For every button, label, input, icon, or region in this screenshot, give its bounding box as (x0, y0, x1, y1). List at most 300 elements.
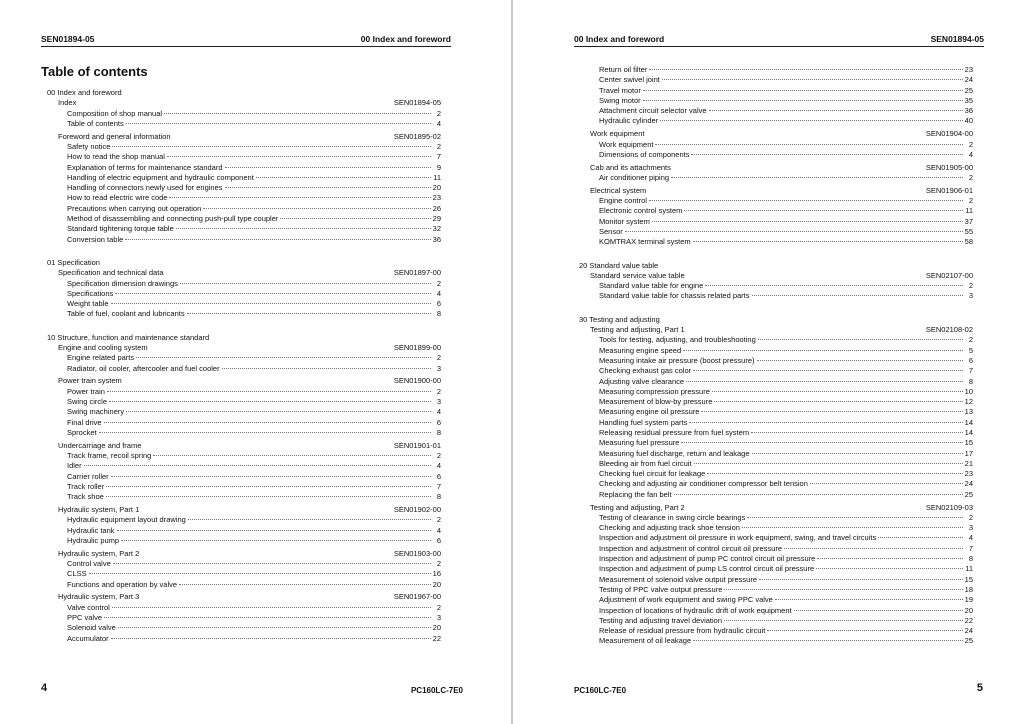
toc-group-heading[interactable] (47, 505, 441, 515)
toc-entry[interactable] (579, 479, 973, 489)
toc-entry-page: 7 (968, 366, 973, 376)
toc-entry[interactable] (579, 366, 973, 376)
toc-entry-page: 24 (964, 75, 973, 85)
toc-entry-page: 8 (436, 427, 441, 437)
toc-entry[interactable] (47, 603, 441, 613)
toc-entry[interactable] (47, 183, 441, 193)
toc-entry[interactable] (579, 513, 973, 523)
toc-entry-label: Adjusting valve clearance (599, 376, 685, 386)
toc-title: Table of contents (41, 64, 148, 79)
toc-entry-label: Swing motor (599, 95, 641, 105)
toc-group-heading[interactable] (47, 441, 441, 451)
toc-entry-page: 36 (964, 106, 973, 116)
toc-entry-label: Conversion table (67, 234, 124, 244)
dot-leader (649, 69, 962, 70)
toc-entry-label: Engine control (599, 196, 647, 206)
dot-leader (106, 496, 431, 497)
toc-entry-page: 36 (432, 234, 441, 244)
toc-entry-page: 21 (964, 458, 973, 468)
dot-leader (794, 610, 963, 611)
toc-entry[interactable] (579, 291, 973, 301)
toc-entry-label: Hydraulic tank (67, 525, 115, 535)
toc-entry-page: 2 (968, 139, 973, 149)
toc-entry-page: 8 (968, 376, 973, 386)
toc-entry[interactable] (47, 119, 441, 129)
toc-group-heading[interactable] (47, 343, 441, 353)
toc-entry-page: 3 (968, 523, 973, 533)
toc-group-title: Hydraulic system, Part 3 (58, 592, 140, 602)
toc-entry-page: 11 (965, 564, 973, 574)
toc-entry-page: 26 (432, 203, 441, 213)
toc-entry[interactable] (579, 575, 973, 585)
toc-entry[interactable] (47, 204, 441, 214)
toc-entry[interactable] (579, 86, 973, 96)
dot-leader (112, 146, 431, 147)
toc-entry-page: 55 (964, 226, 973, 236)
dot-leader (125, 239, 430, 240)
toc-group-code: SEN01899-00 (393, 343, 441, 353)
dot-leader (684, 210, 963, 211)
toc-list-left (47, 88, 441, 644)
toc-entry[interactable] (579, 449, 973, 459)
dot-leader (99, 432, 431, 433)
toc-entry-label: Measuring engine speed (599, 345, 682, 355)
toc-entry[interactable] (579, 469, 973, 479)
dot-leader (126, 411, 431, 412)
toc-entry-label: Handling of connectors newly used for engines (67, 183, 223, 193)
toc-entry[interactable] (579, 356, 973, 366)
toc-entry-page: 22 (964, 615, 973, 625)
toc-entry-label: Handling fuel system parts (599, 417, 688, 427)
dot-leader (136, 357, 431, 358)
dot-leader (176, 228, 431, 229)
toc-entry-page: 2 (436, 515, 441, 525)
toc-entry-label: Safety notice (67, 141, 111, 151)
toc-entry-label: Standard value table for engine (599, 281, 704, 291)
toc-entry[interactable] (579, 237, 973, 247)
dot-leader (689, 422, 962, 423)
toc-entry-label: Electronic control system (599, 206, 683, 216)
toc-entry-label: Table of contents (67, 118, 124, 128)
toc-entry-page: 6 (968, 355, 973, 365)
toc-group-code: SEN01905-00 (925, 162, 973, 172)
toc-entry-label: Explanation of terms for maintenance standard (67, 162, 223, 172)
toc-entry[interactable] (47, 418, 441, 428)
toc-entry-page: 7 (436, 152, 441, 162)
toc-group-heading[interactable] (47, 98, 441, 108)
page-number: 4 (41, 682, 48, 694)
toc-entry[interactable] (47, 364, 441, 374)
dot-leader (693, 640, 963, 641)
toc-entry-page: 4 (968, 149, 973, 159)
toc-entry[interactable] (579, 116, 973, 126)
toc-entry-label: Work equipment (599, 139, 654, 149)
dot-leader (691, 154, 963, 155)
toc-group-heading[interactable] (579, 325, 973, 335)
toc-entry-label: Engine related parts (67, 353, 135, 363)
dot-leader (112, 607, 431, 608)
toc-entry-label: Hydraulic equipment layout drawing (67, 515, 186, 525)
dot-leader (106, 486, 431, 487)
toc-entry[interactable] (47, 461, 441, 471)
toc-entry-page: 2 (968, 172, 973, 182)
toc-entry-label: Handling of electric equipment and hydraulic component (67, 172, 254, 182)
dot-leader (104, 422, 431, 423)
right-page (513, 0, 1024, 724)
dot-leader (693, 241, 963, 242)
toc-entry[interactable] (579, 554, 973, 564)
left-page (0, 0, 511, 724)
toc-entry[interactable] (579, 387, 973, 397)
dot-leader (674, 494, 963, 495)
toc-entry-label: Dimensions of components (599, 149, 690, 159)
toc-entry-page: 18 (964, 584, 973, 594)
toc-section-heading[interactable] (47, 88, 441, 98)
dot-leader (712, 391, 963, 392)
toc-group-title: Testing and adjusting, Part 2 (590, 502, 685, 512)
toc-entry[interactable] (579, 173, 973, 183)
dot-leader (164, 113, 431, 114)
dot-leader (153, 455, 431, 456)
toc-entry[interactable] (579, 106, 973, 116)
toc-group-title: Undercarriage and frame (58, 440, 142, 450)
toc-entry[interactable] (47, 634, 441, 644)
dot-leader (652, 221, 963, 222)
toc-group-code: SEN01967-00 (393, 592, 441, 602)
toc-entry[interactable] (579, 96, 973, 106)
toc-entry[interactable] (579, 75, 973, 85)
toc-entry[interactable] (47, 109, 441, 119)
dot-leader (649, 200, 963, 201)
toc-entry[interactable] (47, 482, 441, 492)
toc-entry-label: Measuring fuel discharge, return and leakage (599, 448, 750, 458)
toc-entry[interactable] (579, 606, 973, 616)
toc-entry[interactable] (47, 289, 441, 299)
dot-leader (878, 537, 963, 538)
toc-entry-label: Checking exhaust gas color (599, 366, 692, 376)
toc-entry[interactable] (579, 626, 973, 636)
toc-entry[interactable] (579, 459, 973, 469)
toc-entry[interactable] (579, 523, 973, 533)
toc-entry[interactable] (47, 472, 441, 482)
toc-entry-label: Functions and operation by valve (67, 579, 178, 589)
dot-leader (817, 558, 963, 559)
dot-leader (625, 231, 963, 232)
toc-group-heading[interactable] (47, 549, 441, 559)
toc-entry[interactable] (579, 65, 973, 75)
dot-leader (709, 110, 963, 111)
toc-entry-label: Method of disassembling and connecting push-pull type coupler (67, 214, 279, 224)
toc-entry[interactable] (47, 353, 441, 363)
toc-entry[interactable] (47, 193, 441, 203)
dot-leader (89, 573, 431, 574)
toc-entry-label: How to read the shop manual (67, 152, 165, 162)
toc-group-heading[interactable] (47, 132, 441, 142)
toc-group-title: Index (58, 98, 77, 108)
dot-leader (222, 368, 431, 369)
toc-entry-page: 23 (964, 65, 973, 74)
dot-leader (167, 156, 431, 157)
dot-leader (643, 100, 963, 101)
toc-group-heading[interactable] (47, 268, 441, 278)
toc-entry[interactable] (47, 214, 441, 224)
toc-entry[interactable] (579, 377, 973, 387)
toc-group-code: SEN01897-00 (393, 268, 441, 278)
toc-entry-label: Standard tightening torque table (67, 224, 174, 234)
toc-section-heading[interactable] (47, 333, 441, 343)
toc-section-title: 20 Standard value table (579, 260, 659, 270)
toc-entry[interactable] (47, 428, 441, 438)
toc-entry-page: 2 (968, 196, 973, 206)
toc-entry-page: 24 (964, 479, 973, 489)
dot-leader (810, 483, 963, 484)
toc-entry-page: 25 (964, 636, 973, 646)
dot-leader (187, 313, 431, 314)
toc-entry[interactable] (579, 397, 973, 407)
toc-group-heading[interactable] (47, 376, 441, 386)
toc-entry[interactable] (579, 438, 973, 448)
dot-leader (742, 527, 963, 528)
toc-entry[interactable] (579, 595, 973, 605)
toc-group-code: SEN01895-02 (393, 131, 441, 141)
toc-entry[interactable] (579, 616, 973, 626)
dot-leader (724, 589, 962, 590)
toc-section-heading[interactable] (47, 258, 441, 268)
dot-leader (121, 540, 431, 541)
toc-entry[interactable] (47, 613, 441, 623)
toc-group-title: Hydraulic system, Part 1 (58, 504, 140, 514)
toc-entry-page: 6 (436, 471, 441, 481)
toc-entry[interactable] (47, 163, 441, 173)
toc-group-code: SEN02107-00 (925, 270, 973, 280)
toc-entry-page: 2 (436, 558, 441, 568)
toc-entry-label: Releasing residual pressure from fuel system (599, 428, 750, 437)
toc-entry[interactable] (579, 206, 973, 216)
toc-group-title: Hydraulic system, Part 2 (58, 548, 140, 558)
toc-entry[interactable] (579, 564, 973, 574)
toc-entry-page: 8 (436, 492, 441, 502)
toc-group-heading[interactable] (579, 271, 973, 281)
toc-entry-page: 2 (436, 602, 441, 612)
toc-section-heading[interactable] (579, 315, 973, 325)
dot-leader (117, 530, 431, 531)
toc-entry[interactable] (47, 536, 441, 546)
dot-leader (111, 303, 431, 304)
toc-entry-page: 29 (432, 214, 441, 224)
toc-entry[interactable] (579, 585, 973, 595)
dot-leader (816, 568, 963, 569)
toc-section-title: 00 Index and foreword (47, 88, 122, 97)
dot-leader (115, 293, 431, 294)
toc-entry[interactable] (47, 492, 441, 502)
toc-entry[interactable] (47, 279, 441, 289)
toc-entry-page: 10 (964, 386, 973, 396)
toc-entry[interactable] (47, 515, 441, 525)
toc-entry-label: Bleeding air from fuel circuit (599, 458, 692, 468)
toc-entry-page: 40 (964, 116, 973, 126)
toc-section-title: 10 Structure, function and maintenance standard (47, 332, 210, 342)
dot-leader (775, 599, 963, 600)
toc-entry-page: 3 (436, 612, 441, 622)
toc-entry[interactable] (47, 142, 441, 152)
toc-entry-page: 13 (964, 407, 973, 417)
toc-entry[interactable] (579, 544, 973, 554)
toc-entry[interactable] (47, 397, 441, 407)
toc-entry-label: Tools for testing, adjusting, and troubleshooting (599, 335, 756, 345)
toc-entry[interactable] (47, 299, 441, 309)
toc-entry[interactable] (579, 227, 973, 237)
dot-leader (107, 391, 431, 392)
toc-group-title: Electrical system (590, 185, 647, 195)
toc-entry-label: Track shoe (67, 492, 104, 502)
page-number: 5 (976, 682, 983, 694)
dot-leader (643, 90, 963, 91)
dot-leader (757, 360, 964, 361)
toc-entry[interactable] (579, 533, 973, 543)
toc-entry-label: Measuring engine oil pressure (599, 407, 700, 417)
dot-leader (118, 627, 431, 628)
toc-group-title: Standard service value table (590, 270, 685, 280)
dot-leader (111, 638, 431, 639)
toc-group-title: Power train system (58, 376, 122, 386)
dot-leader (751, 432, 963, 433)
dot-leader (767, 630, 962, 631)
toc-entry[interactable] (47, 152, 441, 162)
toc-entry-label: How to read electric wire code (67, 193, 168, 203)
toc-entry-label: Accumulator (67, 633, 109, 643)
toc-entry-label: Inspection and adjustment of pump PC control circuit oil pressure (599, 554, 816, 564)
dot-leader (203, 208, 430, 209)
toc-entry[interactable] (47, 173, 441, 183)
toc-section-heading[interactable] (579, 261, 973, 271)
toc-entry-label: Air conditioner piping (599, 172, 670, 182)
toc-entry[interactable] (47, 569, 441, 579)
header-rule (574, 46, 984, 47)
dot-leader (188, 519, 431, 520)
toc-group-heading[interactable] (47, 592, 441, 602)
toc-entry[interactable] (579, 407, 973, 417)
dot-leader (225, 187, 431, 188)
toc-entry-page: 6 (436, 417, 441, 427)
toc-group-code: SEN01900-00 (393, 376, 441, 386)
dot-leader (111, 476, 431, 477)
toc-entry-label: Inspection and adjustment of pump LS control circuit oil pressure (599, 564, 815, 574)
dot-leader (179, 584, 431, 585)
toc-entry-label: Center swivel joint (599, 75, 660, 85)
toc-entry[interactable] (579, 217, 973, 227)
toc-group-heading[interactable] (579, 186, 973, 196)
toc-section-title: 01 Specification (47, 257, 100, 267)
toc-group-heading[interactable] (579, 503, 973, 513)
dot-leader (724, 620, 963, 621)
toc-entry[interactable] (47, 224, 441, 234)
dot-leader (84, 465, 431, 466)
toc-entry-label: Power train (67, 386, 105, 396)
toc-entry-page: 3 (968, 291, 973, 301)
toc-entry[interactable] (47, 526, 441, 536)
toc-entry[interactable] (579, 346, 973, 356)
toc-entry-page: 25 (964, 489, 973, 499)
toc-entry-page: 7 (436, 481, 441, 491)
toc-entry[interactable] (47, 451, 441, 461)
toc-group-code: SEN01902-00 (393, 504, 441, 514)
toc-entry-label: Valve control (67, 602, 110, 612)
toc-entry-label: Measuring fuel pressure (599, 438, 680, 448)
model-code: PC160LC-7E0 (574, 686, 627, 695)
toc-entry[interactable] (47, 387, 441, 397)
toc-entry[interactable] (579, 636, 973, 646)
toc-entry[interactable] (579, 335, 973, 345)
toc-entry-label: Weight table (67, 299, 109, 309)
toc-entry-label: Hydraulic cylinder (599, 116, 659, 126)
toc-entry-page: 4 (436, 288, 441, 298)
toc-entry-label: Measuring compression pressure (599, 386, 710, 396)
toc-group-heading[interactable] (579, 163, 973, 173)
toc-group-code: SEN01901-01 (393, 440, 441, 450)
toc-entry-label: Inspection of locations of hydraulic drift of work equipment (599, 605, 792, 615)
toc-entry-page: 2 (968, 512, 973, 522)
toc-entry[interactable] (47, 309, 441, 319)
toc-list-right (579, 65, 973, 647)
toc-entry[interactable] (579, 490, 973, 500)
toc-entry-label: Inspection and adjustment oil pressure in work equipment, swing, and travel circuits (599, 533, 877, 543)
toc-entry-page: 19 (964, 595, 973, 605)
dot-leader (759, 579, 963, 580)
toc-entry-label: Swing machinery (67, 407, 125, 417)
toc-entry[interactable] (47, 559, 441, 569)
toc-entry[interactable] (47, 623, 441, 633)
header-rule (41, 46, 451, 47)
toc-entry-label: Measurement of oil leakage (599, 636, 692, 646)
header-code: SEN01894-05 (41, 34, 95, 44)
toc-entry-label: Measurement of blow-by pressure (599, 397, 713, 407)
dot-leader (694, 463, 963, 464)
toc-entry[interactable] (579, 428, 973, 438)
toc-group-heading[interactable] (579, 129, 973, 139)
toc-entry-page: 58 (964, 237, 973, 247)
dot-leader (655, 144, 963, 145)
toc-entry-label: Precautions when carrying out operation (67, 203, 202, 213)
dot-leader (683, 350, 963, 351)
toc-entry-page: 2 (436, 108, 441, 118)
dot-leader (747, 517, 963, 518)
toc-entry[interactable] (579, 281, 973, 291)
toc-entry-page: 4 (968, 533, 973, 543)
toc-entry-page: 6 (436, 535, 441, 545)
toc-entry[interactable] (579, 196, 973, 206)
toc-entry[interactable] (579, 140, 973, 150)
toc-entry[interactable] (47, 407, 441, 417)
toc-entry-label: Return oil filter (599, 65, 648, 74)
toc-entry-label: Release of residual pressure from hydraulic circuit (599, 626, 766, 636)
toc-entry[interactable] (47, 580, 441, 590)
toc-entry-label: Replacing the fan belt (599, 489, 672, 499)
toc-entry[interactable] (579, 418, 973, 428)
toc-entry-label: Track frame, recoil spring (67, 451, 152, 460)
toc-entry-label: Composition of shop manual (67, 108, 163, 118)
toc-entry-label: Table of fuel, coolant and lubricants (67, 309, 185, 319)
toc-entry-label: Track roller (67, 481, 105, 491)
dot-leader (109, 401, 431, 402)
dot-leader (280, 218, 430, 219)
toc-entry-page: 23 (964, 469, 973, 479)
toc-entry-label: Adjustment of work equipment and swing PPC valve (599, 595, 773, 605)
toc-entry-page: 5 (968, 345, 973, 355)
toc-entry-page: 11 (965, 206, 973, 216)
toc-entry[interactable] (47, 235, 441, 245)
toc-entry-page: 14 (964, 417, 973, 427)
toc-entry[interactable] (579, 150, 973, 160)
